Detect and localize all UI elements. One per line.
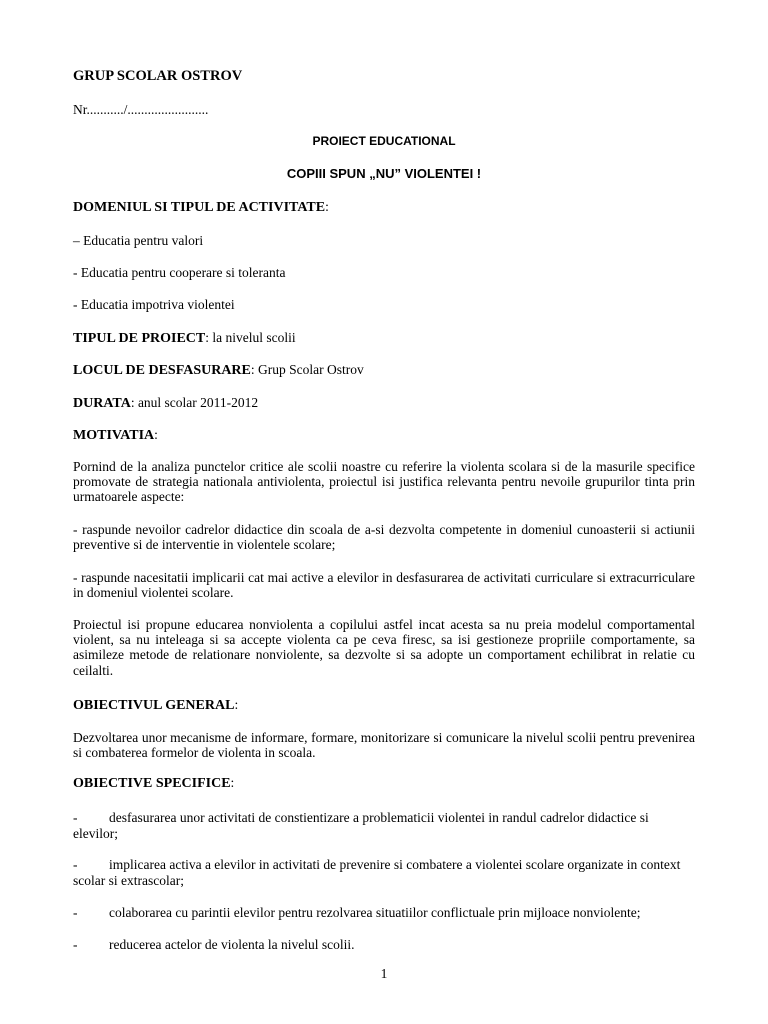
- general-objective-heading: [73, 697, 238, 714]
- motivation-colon: :: [154, 427, 158, 442]
- specific-objectives-heading: [73, 775, 234, 792]
- specific-objective-text: colaborarea cu parintii elevilor pentru rezolvarea situatiilor conflictuale prin mijloace nonviolente;: [109, 905, 641, 920]
- duration-value: : anul scolar 2011-2012: [130, 395, 259, 410]
- motivation-point: - raspunde nacesitatii implicarii cat mai active a elevilor in desfasurarea de activitati curriculare si extracurriculare in domeniul violentei scolare.: [73, 570, 695, 601]
- bullet-dash: -: [73, 810, 78, 825]
- bullet-dash: -: [73, 857, 78, 872]
- motivation-label: MOTIVATIA: [73, 428, 155, 443]
- duration-label: DURATA: [73, 396, 131, 411]
- motivation-closing: Proiectul isi propune educarea nonviolenta a copilului astfel incat acesta sa nu preia modelul comportamental violent, sa nu inteleaga si sa accepte violenta ca pe ceva firesc, sa isi gestioneze propriile comportamente, sa asimileze metode de relationare nonviolente, sa dezvolte si sa adopte un comportament echilibrat in relatie cu ceilalti.: [73, 617, 695, 678]
- project-type-row: [73, 330, 296, 347]
- location-value: : Grup Scolar Ostrov: [250, 362, 364, 377]
- specific-objective-item: [73, 937, 695, 953]
- document-type: PROIECT EDUCATIONAL: [312, 134, 456, 148]
- motivation-point: - raspunde nevoilor cadrelor didactice din scoala de a-si dezvolta competente in domeniul cunoasterii si actiunii preventive si de interventie in violentele scolare;: [73, 522, 695, 553]
- motivation-heading: [73, 427, 158, 444]
- domain-item: - Educatia pentru cooperare si toleranta: [73, 265, 286, 280]
- specific-objective-item: [73, 905, 695, 921]
- duration-row: [73, 395, 258, 412]
- project-type-label: TIPUL DE PROIECT: [73, 331, 206, 346]
- school-header: GRUP SCOLAR OSTROV: [73, 68, 243, 84]
- domain-heading: [73, 199, 329, 216]
- domain-label: DOMENIUL SI TIPUL DE ACTIVITATE: [73, 200, 326, 215]
- location-label: LOCUL DE DESFASURARE: [73, 363, 251, 378]
- project-title: COPIII SPUN „NU” VIOLENTEI !: [286, 166, 482, 181]
- project-type-value: : la nivelul scolii: [205, 330, 296, 345]
- specific-objective-text: desfasurarea unor activitati de constientizare a problematicii violentei in randul cadrelor didactice si elevilor;: [73, 810, 649, 841]
- general-objective-label: OBIECTIVUL GENERAL: [73, 698, 235, 713]
- location-row: [73, 362, 364, 379]
- registration-number: Nr.........../........................: [73, 102, 209, 117]
- motivation-intro: Pornind de la analiza punctelor critice ale scolii noastre cu referire la violenta scolara si de la masurile specifice promovate de strategia nationala antiviolenta, proiectul isi justifica relevanta pentru nevoile grupurilor tinta prin urmatoarele aspecte:: [73, 459, 695, 505]
- domain-item: - Educatia impotriva violentei: [73, 297, 235, 312]
- specific-objective-text: reducerea actelor de violenta la nivelul scolii.: [109, 937, 355, 952]
- specific-objectives-label: OBIECTIVE SPECIFICE: [73, 776, 231, 791]
- bullet-dash: -: [73, 937, 78, 952]
- general-objective-colon: :: [234, 697, 239, 712]
- specific-objectives-colon: :: [230, 775, 235, 790]
- specific-objective-item: [73, 857, 695, 889]
- specific-objective-text: implicarea activa a elevilor in activitati de prevenire si combatere a violentei scolare organizate in context scolar si extrascolar;: [73, 857, 681, 888]
- bullet-dash: -: [73, 905, 78, 920]
- page-number: 1: [380, 966, 388, 981]
- general-objective-text: Dezvoltarea unor mecanisme de informare, formare, monitorizare si comunicare la nivelul scolii pentru prevenirea si combaterea formelor de violenta in scoala.: [73, 730, 695, 761]
- specific-objective-item: [73, 810, 695, 842]
- domain-item: – Educatia pentru valori: [73, 233, 204, 248]
- domain-colon: :: [325, 199, 329, 214]
